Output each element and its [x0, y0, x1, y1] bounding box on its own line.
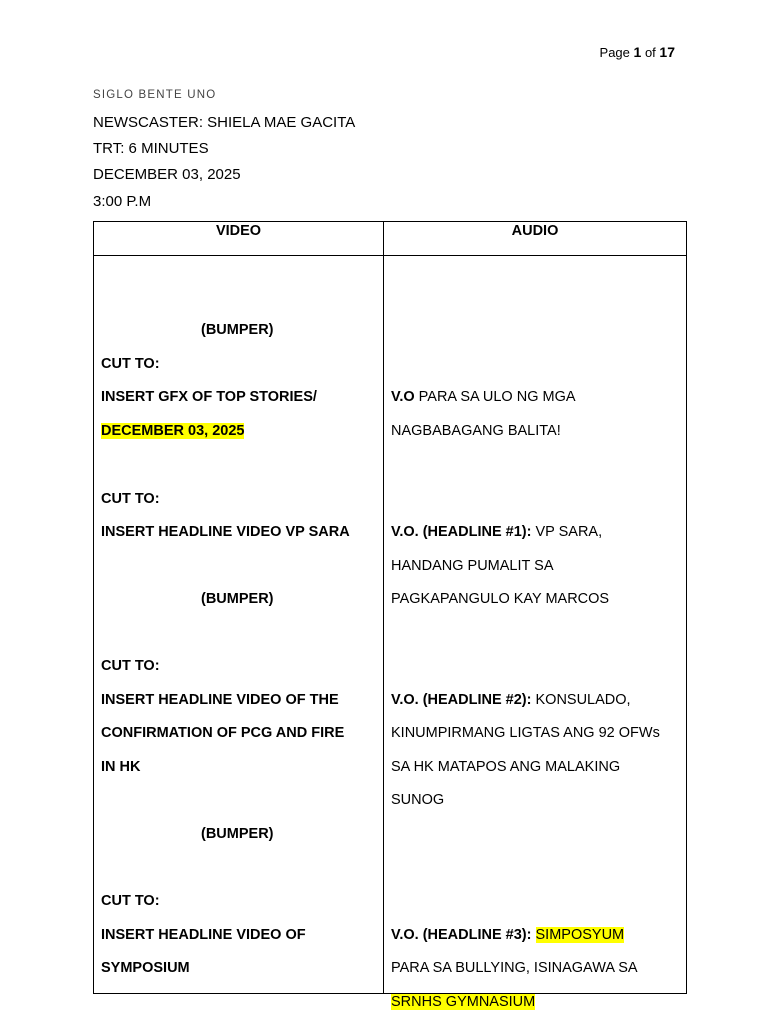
table-row — [94, 256, 687, 994]
audio-headline-2-line3: SA HK MATAPOS ANG MALAKING — [391, 759, 621, 775]
page-number — [600, 44, 675, 60]
audio-cell — [384, 256, 687, 1010]
audio-headline-3-line2: PARA SA BULLYING, ISINAGAWA SA — [391, 960, 638, 976]
video-line-symposium-2: SYMPOSIUM — [101, 960, 190, 976]
audio-vo-intro — [391, 388, 576, 406]
audio-vo-text: PARA SA ULO NG MGA — [414, 389, 576, 405]
organization-name: SIGLO BENTE UNO — [93, 89, 217, 101]
audio-headline-2-text: KONSULADO, — [531, 692, 631, 708]
time-line: 3:00 P.M — [93, 193, 152, 210]
audio-headline-1-label: V.O. (HEADLINE #1): — [391, 524, 532, 540]
video-cell — [94, 256, 384, 994]
audio-vo-intro-2: NAGBABAGANG BALITA! — [391, 423, 561, 439]
audio-headline-1-line3: PAGKAPANGULO KAY MARCOS — [391, 591, 610, 607]
audio-headline-3-line3: SRNHS GYMNASIUM — [391, 994, 536, 1010]
audio-headline-3-label: V.O. (HEADLINE #3): — [391, 927, 532, 943]
video-line-gfx: INSERT GFX OF TOP STORIES/ — [101, 389, 317, 405]
audio-headline-3 — [391, 926, 624, 944]
video-line-bumper-3: (BUMPER) — [201, 826, 274, 842]
audio-headline-1-text: VP SARA, — [531, 524, 603, 540]
newscaster-line: NEWSCASTER: SHIELA MAE GACITA — [93, 114, 356, 131]
audio-vo-label: V.O — [391, 389, 415, 405]
audio-column-header: AUDIO — [384, 222, 687, 256]
video-line-cut-4: CUT TO: — [101, 893, 160, 909]
video-line-symposium-1: INSERT HEADLINE VIDEO OF — [101, 927, 306, 943]
page-current: 1 — [633, 44, 642, 60]
audio-headline-2 — [391, 691, 631, 709]
audio-headline-3-line3-wrap — [391, 993, 535, 1011]
audio-headline-2-label: V.O. (HEADLINE #2): — [391, 692, 532, 708]
video-column-header: VIDEO — [94, 222, 384, 256]
audio-headline-2-line4: SUNOG — [391, 792, 445, 808]
video-line-pcg-2: CONFIRMATION OF PCG AND FIRE — [101, 725, 345, 741]
audio-headline-2-line2: KINUMPIRMANG LIGTAS ANG 92 OFWs — [391, 725, 660, 741]
script-table — [93, 221, 687, 1010]
video-line-cut-3: CUT TO: — [101, 658, 160, 674]
video-line-bumper-1: (BUMPER) — [201, 322, 274, 338]
table-header-row — [94, 222, 687, 256]
audio-headline-1 — [391, 523, 602, 541]
page-total: 17 — [659, 44, 675, 60]
video-line-bumper-2: (BUMPER) — [201, 591, 274, 607]
date-line: DECEMBER 03, 2025 — [93, 166, 241, 183]
trt-line: TRT: 6 MINUTES — [93, 140, 209, 157]
page-word: Page — [599, 45, 630, 60]
video-line-vp-sara: INSERT HEADLINE VIDEO VP SARA — [101, 524, 350, 540]
video-line-pcg-3: IN HK — [101, 759, 141, 775]
video-line-date: DECEMBER 03, 2025 — [101, 423, 245, 439]
page-of: of — [644, 45, 656, 60]
audio-headline-1-line2: HANDANG PUMALIT SA — [391, 558, 554, 574]
audio-headline-3-text: SIMPOSYUM — [535, 927, 625, 943]
video-line-pcg-1: INSERT HEADLINE VIDEO OF THE — [101, 692, 339, 708]
video-line-cut-2: CUT TO: — [101, 491, 160, 507]
video-line-cut-1: CUT TO: — [101, 356, 160, 372]
video-line-date-wrap — [101, 422, 244, 440]
